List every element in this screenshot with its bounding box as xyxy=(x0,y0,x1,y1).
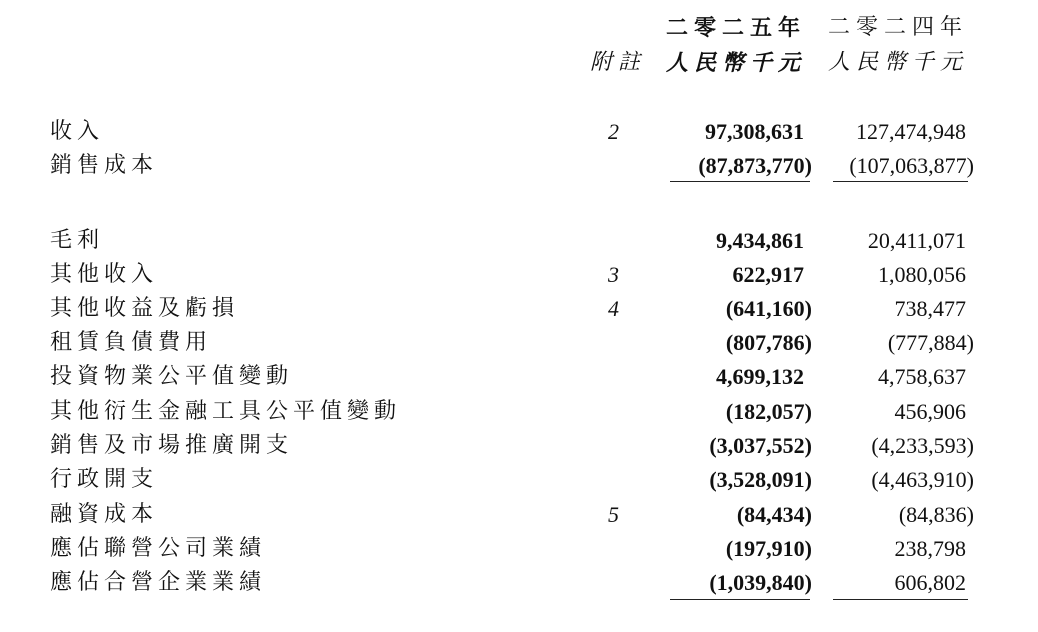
col-2024-unit-header: 人民幣千元 xyxy=(827,50,968,75)
row-value-2025-revenue: 97,308,631 xyxy=(705,119,804,144)
row-label-other-gains-losses: 其他收益及虧損 xyxy=(50,296,240,321)
row-label-finance-costs: 融資成本 xyxy=(50,502,159,527)
notes-header: 附註 xyxy=(590,50,647,75)
row-value-2024-investment-property-fv-change: 4,758,637 xyxy=(878,364,966,389)
row-note-revenue: 2 xyxy=(608,119,619,144)
row-value-2024-derivatives-fv-change: 456,906 xyxy=(894,399,966,424)
row-value-2024-selling-marketing-expenses: (4,233,593) xyxy=(871,433,974,458)
row-label-derivatives-fv-change: 其他衍生金融工具公平值變動 xyxy=(50,399,402,424)
row-value-2024-cost-of-sales: (107,063,877) xyxy=(849,153,974,178)
row-value-2025-investment-property-fv-change: 4,699,132 xyxy=(716,364,804,389)
row-value-2025-administrative-expenses: (3,528,091) xyxy=(709,467,812,492)
row-label-selling-marketing-expenses: 銷售及市場推廣開支 xyxy=(50,433,294,458)
row-label-administrative-expenses: 行政開支 xyxy=(50,467,159,492)
row-value-2025-other-gains-losses: (641,160) xyxy=(725,296,812,321)
row-value-2024-other-gains-losses: 738,477 xyxy=(894,296,966,321)
row-value-2024-finance-costs: (84,836) xyxy=(898,502,974,527)
row-note-finance-costs: 5 xyxy=(608,502,619,527)
col-2025-unit-header: 人民幣千元 xyxy=(665,50,806,76)
col-2025-year-header: 二零二五年 xyxy=(665,15,806,41)
row-value-2024-share-of-joint-ventures: 606,802 xyxy=(894,570,966,595)
row-label-share-of-joint-ventures: 應佔合營企業業績 xyxy=(50,570,267,595)
row-label-lease-liability-charges: 租賃負債費用 xyxy=(50,330,213,355)
row-label-cost-of-sales: 銷售成本 xyxy=(50,153,159,178)
row-value-2024-share-of-associates: 238,798 xyxy=(894,536,966,561)
row-label-share-of-associates: 應佔聯營公司業績 xyxy=(50,536,267,561)
row-value-2024-gross-profit: 20,411,071 xyxy=(867,228,966,253)
subtotal-underline-2024 xyxy=(833,181,968,182)
row-label-other-income: 其他收入 xyxy=(50,262,159,287)
row-value-2024-lease-liability-charges: (777,884) xyxy=(887,330,974,355)
row-value-2024-other-income: 1,080,056 xyxy=(878,262,966,287)
total-underline-2024 xyxy=(833,599,968,600)
row-value-2024-administrative-expenses: (4,463,910) xyxy=(871,467,974,492)
col-2024-year-header: 二零二四年 xyxy=(827,15,968,40)
row-label-revenue: 收入 xyxy=(50,119,105,144)
row-value-2025-derivatives-fv-change: (182,057) xyxy=(725,399,812,424)
row-value-2024-revenue: 127,474,948 xyxy=(856,119,966,144)
total-underline-2025 xyxy=(670,599,810,600)
row-value-2025-share-of-joint-ventures: (1,039,840) xyxy=(709,570,812,595)
row-label-investment-property-fv-change: 投資物業公平值變動 xyxy=(50,364,294,389)
row-label-gross-profit: 毛利 xyxy=(50,228,105,253)
row-value-2025-cost-of-sales: (87,873,770) xyxy=(698,153,812,178)
row-value-2025-gross-profit: 9,434,861 xyxy=(716,228,804,253)
row-value-2025-selling-marketing-expenses: (3,037,552) xyxy=(709,433,812,458)
row-value-2025-other-income: 622,917 xyxy=(732,262,804,287)
row-value-2025-lease-liability-charges: (807,786) xyxy=(725,330,812,355)
row-value-2025-share-of-associates: (197,910) xyxy=(725,536,812,561)
row-note-other-gains-losses: 4 xyxy=(608,296,619,321)
row-note-other-income: 3 xyxy=(608,262,619,287)
row-value-2025-finance-costs: (84,434) xyxy=(736,502,812,527)
subtotal-underline-2025 xyxy=(670,181,810,182)
